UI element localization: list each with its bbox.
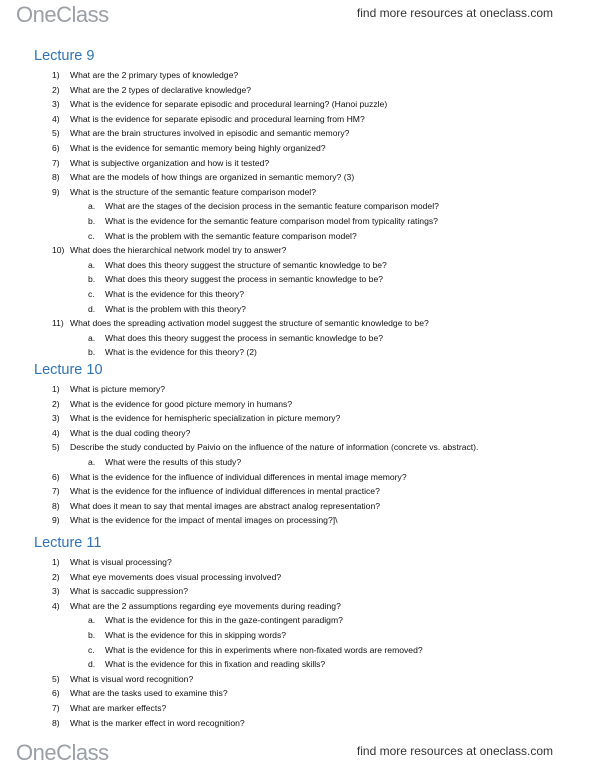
footer-tagline[interactable]: find more resources at oneclass.com: [356, 744, 553, 758]
question-item: [52, 501, 380, 511]
sub-question-text: What does this theory suggest the process in semantic knowledge to be?: [105, 332, 384, 343]
sub-question-text: What does this theory suggest the process in semantic knowledge to be?: [105, 274, 384, 285]
question-number: 2): [52, 571, 60, 582]
lecture-title: Lecture 9: [34, 48, 95, 64]
question-text: What is picture memory?: [70, 384, 166, 394]
question-number: 8): [52, 172, 60, 183]
sub-question-text: What is the evidence for this theory? (2): [105, 347, 257, 358]
question-number: 8): [52, 500, 60, 511]
question-item: [52, 472, 407, 482]
question-item: [52, 158, 269, 168]
sub-question-text: What is the evidence for this in experiments where non-fixated words are removed?: [105, 644, 423, 655]
sub-question-item: [88, 216, 438, 226]
sub-question-letter: a.: [88, 201, 96, 212]
question-text: What is the marker effect in word recognition?: [70, 717, 245, 728]
sub-question-letter: c.: [88, 289, 95, 299]
question-text: What is visual word recognition?: [70, 673, 194, 684]
sub-question-item: [88, 231, 357, 241]
question-item: [52, 245, 286, 255]
sub-question-item: [88, 260, 387, 270]
question-text: What are the 2 assumptions regarding eye movements during reading?: [70, 600, 341, 611]
question-number: 4): [52, 113, 60, 124]
sub-question-text: What is the evidence for this in the gaze-contingent paradigm?: [105, 615, 343, 626]
question-number: 11): [52, 318, 64, 329]
question-text: What does the spreading activation model suggest the structure of semantic knowledge to be?: [70, 318, 429, 329]
question-number: 6): [52, 143, 60, 153]
sub-question-letter: b.: [88, 216, 96, 226]
sub-question-text: What is the problem with the semantic feature comparison model?: [105, 230, 357, 241]
question-text: What does it mean to say that mental images are abstract analog representation?: [70, 500, 381, 511]
sub-question-item: [88, 645, 423, 655]
question-number: 6): [52, 688, 60, 699]
sub-question-item: [88, 289, 244, 299]
question-item: [52, 572, 281, 582]
sub-question-text: What does this theory suggest the structure of semantic knowledge to be?: [105, 259, 387, 270]
question-number: 9): [52, 515, 60, 526]
question-item: [52, 70, 238, 80]
question-text: What are the tasks used to examine this?: [70, 688, 228, 699]
sub-question-text: What are the stages of the decision process in the semantic feature comparison model?: [105, 201, 439, 212]
question-item: [52, 703, 166, 713]
question-number: 1): [52, 384, 60, 394]
lecture-title: Lecture 11: [34, 535, 102, 551]
sub-question-item: [88, 274, 383, 284]
oneclass-logo[interactable]: OneClass: [16, 740, 109, 765]
header-tagline[interactable]: find more resources at oneclass.com: [356, 6, 553, 20]
question-number: 7): [52, 157, 60, 168]
sub-question-item: [88, 457, 241, 467]
question-number: 5): [52, 442, 60, 453]
sub-question-letter: d.: [88, 659, 96, 670]
page-footer: [0, 738, 595, 768]
question-number: 3): [52, 586, 60, 597]
question-number: 1): [52, 557, 60, 567]
question-text: What are the brain structures involved in episodic and semantic memory?: [70, 128, 350, 139]
sub-question-letter: a.: [88, 615, 96, 626]
question-text: What eye movements does visual processing involved?: [70, 571, 282, 582]
sub-question-item: [88, 615, 343, 625]
question-item: [52, 486, 380, 496]
question-text: What is the evidence for the impact of mental images on processing?]\: [70, 515, 338, 526]
question-item: [52, 601, 341, 611]
question-number: 2): [52, 398, 60, 409]
sub-question-text: What is the evidence for this in skipping words?: [105, 630, 287, 640]
question-text: What is saccadic suppression?: [70, 586, 188, 597]
question-number: 7): [52, 486, 60, 497]
question-number: 9): [52, 186, 60, 197]
question-text: What are marker effects?: [70, 703, 167, 713]
sub-question-item: [88, 659, 325, 669]
question-item: [52, 586, 188, 596]
question-item: [52, 413, 340, 423]
question-text: What does the hierarchical network model try to answer?: [70, 245, 287, 256]
question-item: [52, 557, 172, 567]
question-item: [52, 515, 338, 525]
question-item: [52, 128, 349, 138]
question-text: What are the 2 types of declarative knowledge?: [70, 84, 252, 95]
question-number: 6): [52, 471, 60, 482]
question-number: 10): [52, 245, 65, 256]
question-text: Describe the study conducted by Paivio on the influence of the nature of information (concrete vs. abstract).: [70, 442, 479, 453]
question-text: What are the models of how things are organized in semantic memory? (3): [70, 172, 355, 183]
sub-question-item: [88, 201, 439, 211]
question-text: What is subjective organization and how is it tested?: [70, 157, 270, 168]
question-number: 4): [52, 600, 60, 611]
sub-question-item: [88, 333, 383, 343]
question-item: [52, 384, 165, 394]
question-number: 1): [52, 70, 60, 80]
sub-question-letter: c.: [88, 644, 95, 655]
oneclass-logo[interactable]: OneClass: [16, 2, 109, 27]
question-item: [52, 428, 190, 438]
sub-question-text: What is the evidence for this in fixation and reading skills?: [105, 659, 326, 670]
question-text: What is the dual coding theory?: [70, 427, 191, 438]
sub-question-letter: a.: [88, 457, 96, 467]
question-number: 5): [52, 128, 60, 139]
question-item: [52, 718, 245, 728]
question-text: What is the evidence for the influence of individual differences in mental image memory?: [70, 471, 407, 482]
question-number: 3): [52, 99, 60, 110]
page-header: [0, 0, 595, 30]
question-item: [52, 318, 429, 328]
question-number: 3): [52, 413, 60, 424]
sub-question-letter: b.: [88, 630, 96, 640]
question-number: 4): [52, 427, 60, 438]
sub-question-letter: b.: [88, 274, 96, 285]
sub-question-text: What is the problem with this theory?: [105, 303, 246, 314]
question-item: [52, 399, 292, 409]
sub-question-letter: a.: [88, 259, 96, 270]
sub-question-text: What were the results of this study?: [105, 457, 242, 467]
question-number: 5): [52, 673, 60, 684]
question-text: What is the evidence for separate episodic and procedural learning from HM?: [70, 113, 365, 124]
question-text: What is the evidence for semantic memory being highly organized?: [70, 143, 326, 153]
question-number: 8): [52, 717, 60, 728]
question-item: [52, 187, 316, 197]
question-text: What is the evidence for the influence of individual differences in mental practice?: [70, 486, 380, 497]
question-text: What is the evidence for good picture memory in humans?: [70, 398, 293, 409]
question-item: [52, 442, 478, 452]
sub-question-letter: c.: [88, 230, 95, 241]
question-number: 2): [52, 84, 60, 95]
sub-question-item: [88, 304, 246, 314]
question-item: [52, 143, 326, 153]
question-text: What is the evidence for hemispheric specialization in picture memory?: [70, 413, 341, 424]
question-item: [52, 99, 387, 109]
sub-question-letter: a.: [88, 332, 96, 343]
question-number: 7): [52, 703, 60, 713]
question-item: [52, 114, 365, 124]
question-item: [52, 85, 251, 95]
sub-question-letter: b.: [88, 347, 96, 358]
question-text: What is the evidence for separate episodic and procedural learning? (Hanoi puzzle): [70, 99, 388, 110]
lecture-title: Lecture 10: [34, 362, 103, 378]
question-item: [52, 674, 193, 684]
sub-question-text: What is the evidence for this theory?: [105, 289, 245, 299]
question-item: [52, 688, 228, 698]
sub-question-item: [88, 630, 286, 640]
question-text: What is visual processing?: [70, 557, 172, 567]
sub-question-item: [88, 347, 257, 357]
sub-question-text: What is the evidence for the semantic feature comparison model from typicality ratings?: [105, 216, 438, 226]
question-text: What are the 2 primary types of knowledge?: [70, 70, 239, 80]
sub-question-letter: d.: [88, 303, 96, 314]
question-text: What is the structure of the semantic feature comparison model?: [70, 186, 316, 197]
question-item: [52, 172, 354, 182]
